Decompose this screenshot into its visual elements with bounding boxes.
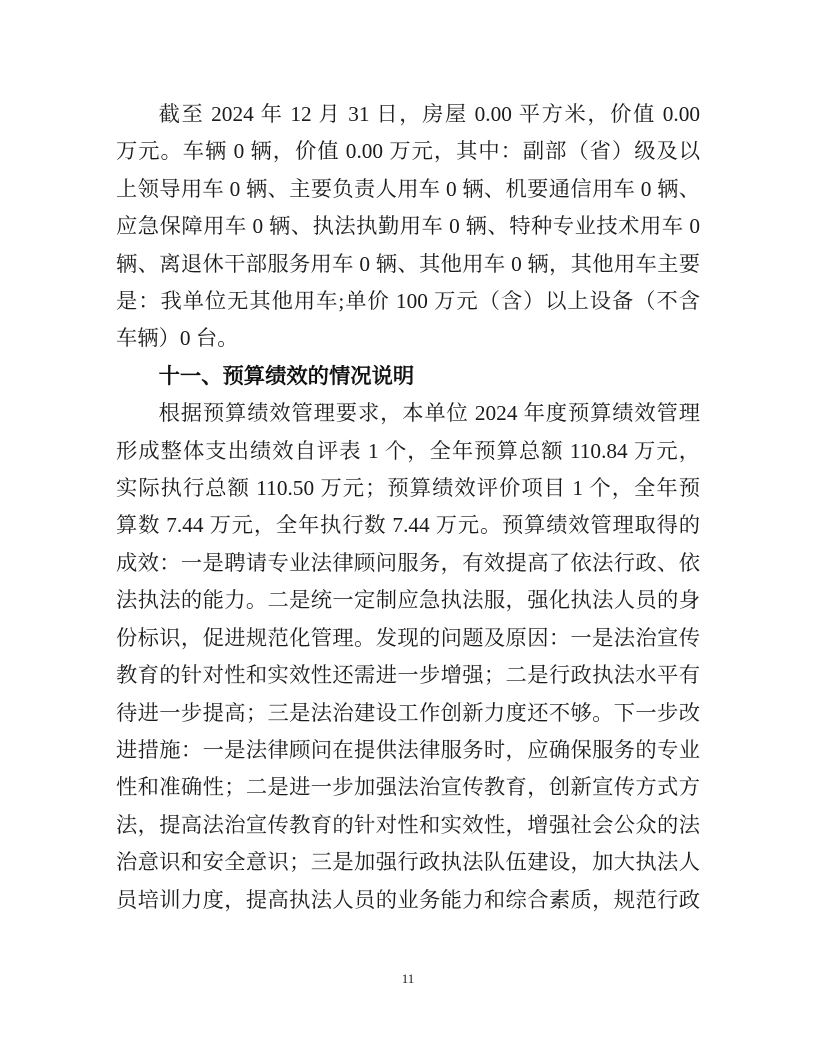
body-line: 成效：一是聘请专业法律顾问服务，有效提高了依法行政、依 [116,550,700,575]
body-line: 根据预算绩效管理要求，本单位 2024 年度预算绩效管理 [158,401,700,426]
body-line: 治意识和安全意识；三是加强行政执法队伍建设，加大执法人 [116,850,700,875]
body-line: 法，提高法治宣传教育的针对性和实效性，增强社会公众的法 [116,812,700,837]
body-line: 截至 2024 年 12 月 31 日，房屋 0.00 平方米，价值 0.00 [158,102,700,126]
body-line: 法执法的能力。二是统一定制应急执法服，强化执法人员的身 [116,588,700,613]
body-line: 教育的针对性和实效性还需进一步增强；二是行政执法水平有 [116,663,700,688]
body-line: 性和准确性；二是进一步加强法治宣传教育，创新宣传方式方 [116,775,700,800]
body-line: 形成整体支出绩效自评表 1 个，全年预算总额 110.84 万元， [116,438,700,463]
body-line: 车辆）0 台。 [116,326,239,351]
body-line: 是：我单位无其他用车;单价 100 万元（含）以上设备（不含 [116,289,700,314]
body-line: 员培训力度，提高执法人员的业务能力和综合素质，规范行政 [116,887,700,912]
section-heading: 十一、预算绩效的情况说明 [158,363,415,388]
body-line: 上领导用车 0 辆、主要负责人用车 0 辆、机要通信用车 0 辆、 [116,176,700,201]
document-body [116,96,700,919]
body-line: 待进一步提高；三是法治建设工作创新力度还不够。下一步改 [116,700,700,725]
body-line: 进措施：一是法律顾问在提供法律服务时，应确保服务的专业 [116,737,700,762]
body-line: 份标识，促进规范化管理。发现的问题及原因：一是法治宣传 [116,625,700,650]
body-line: 万元。车辆 0 辆，价值 0.00 万元，其中：副部（省）级及以 [116,139,700,164]
page-number: 11 [401,971,415,986]
body-line: 实际执行总额 110.50 万元；预算绩效评价项目 1 个，全年预 [116,476,700,501]
body-line: 算数 7.44 万元，全年执行数 7.44 万元。预算绩效管理取得的 [116,513,700,538]
body-line: 辆、离退休干部服务用车 0 辆、其他用车 0 辆，其他用车主要 [116,251,700,276]
page-footer [0,970,816,988]
body-line: 应急保障用车 0 辆、执法执勤用车 0 辆、特种专业技术用车 0 [116,214,700,239]
